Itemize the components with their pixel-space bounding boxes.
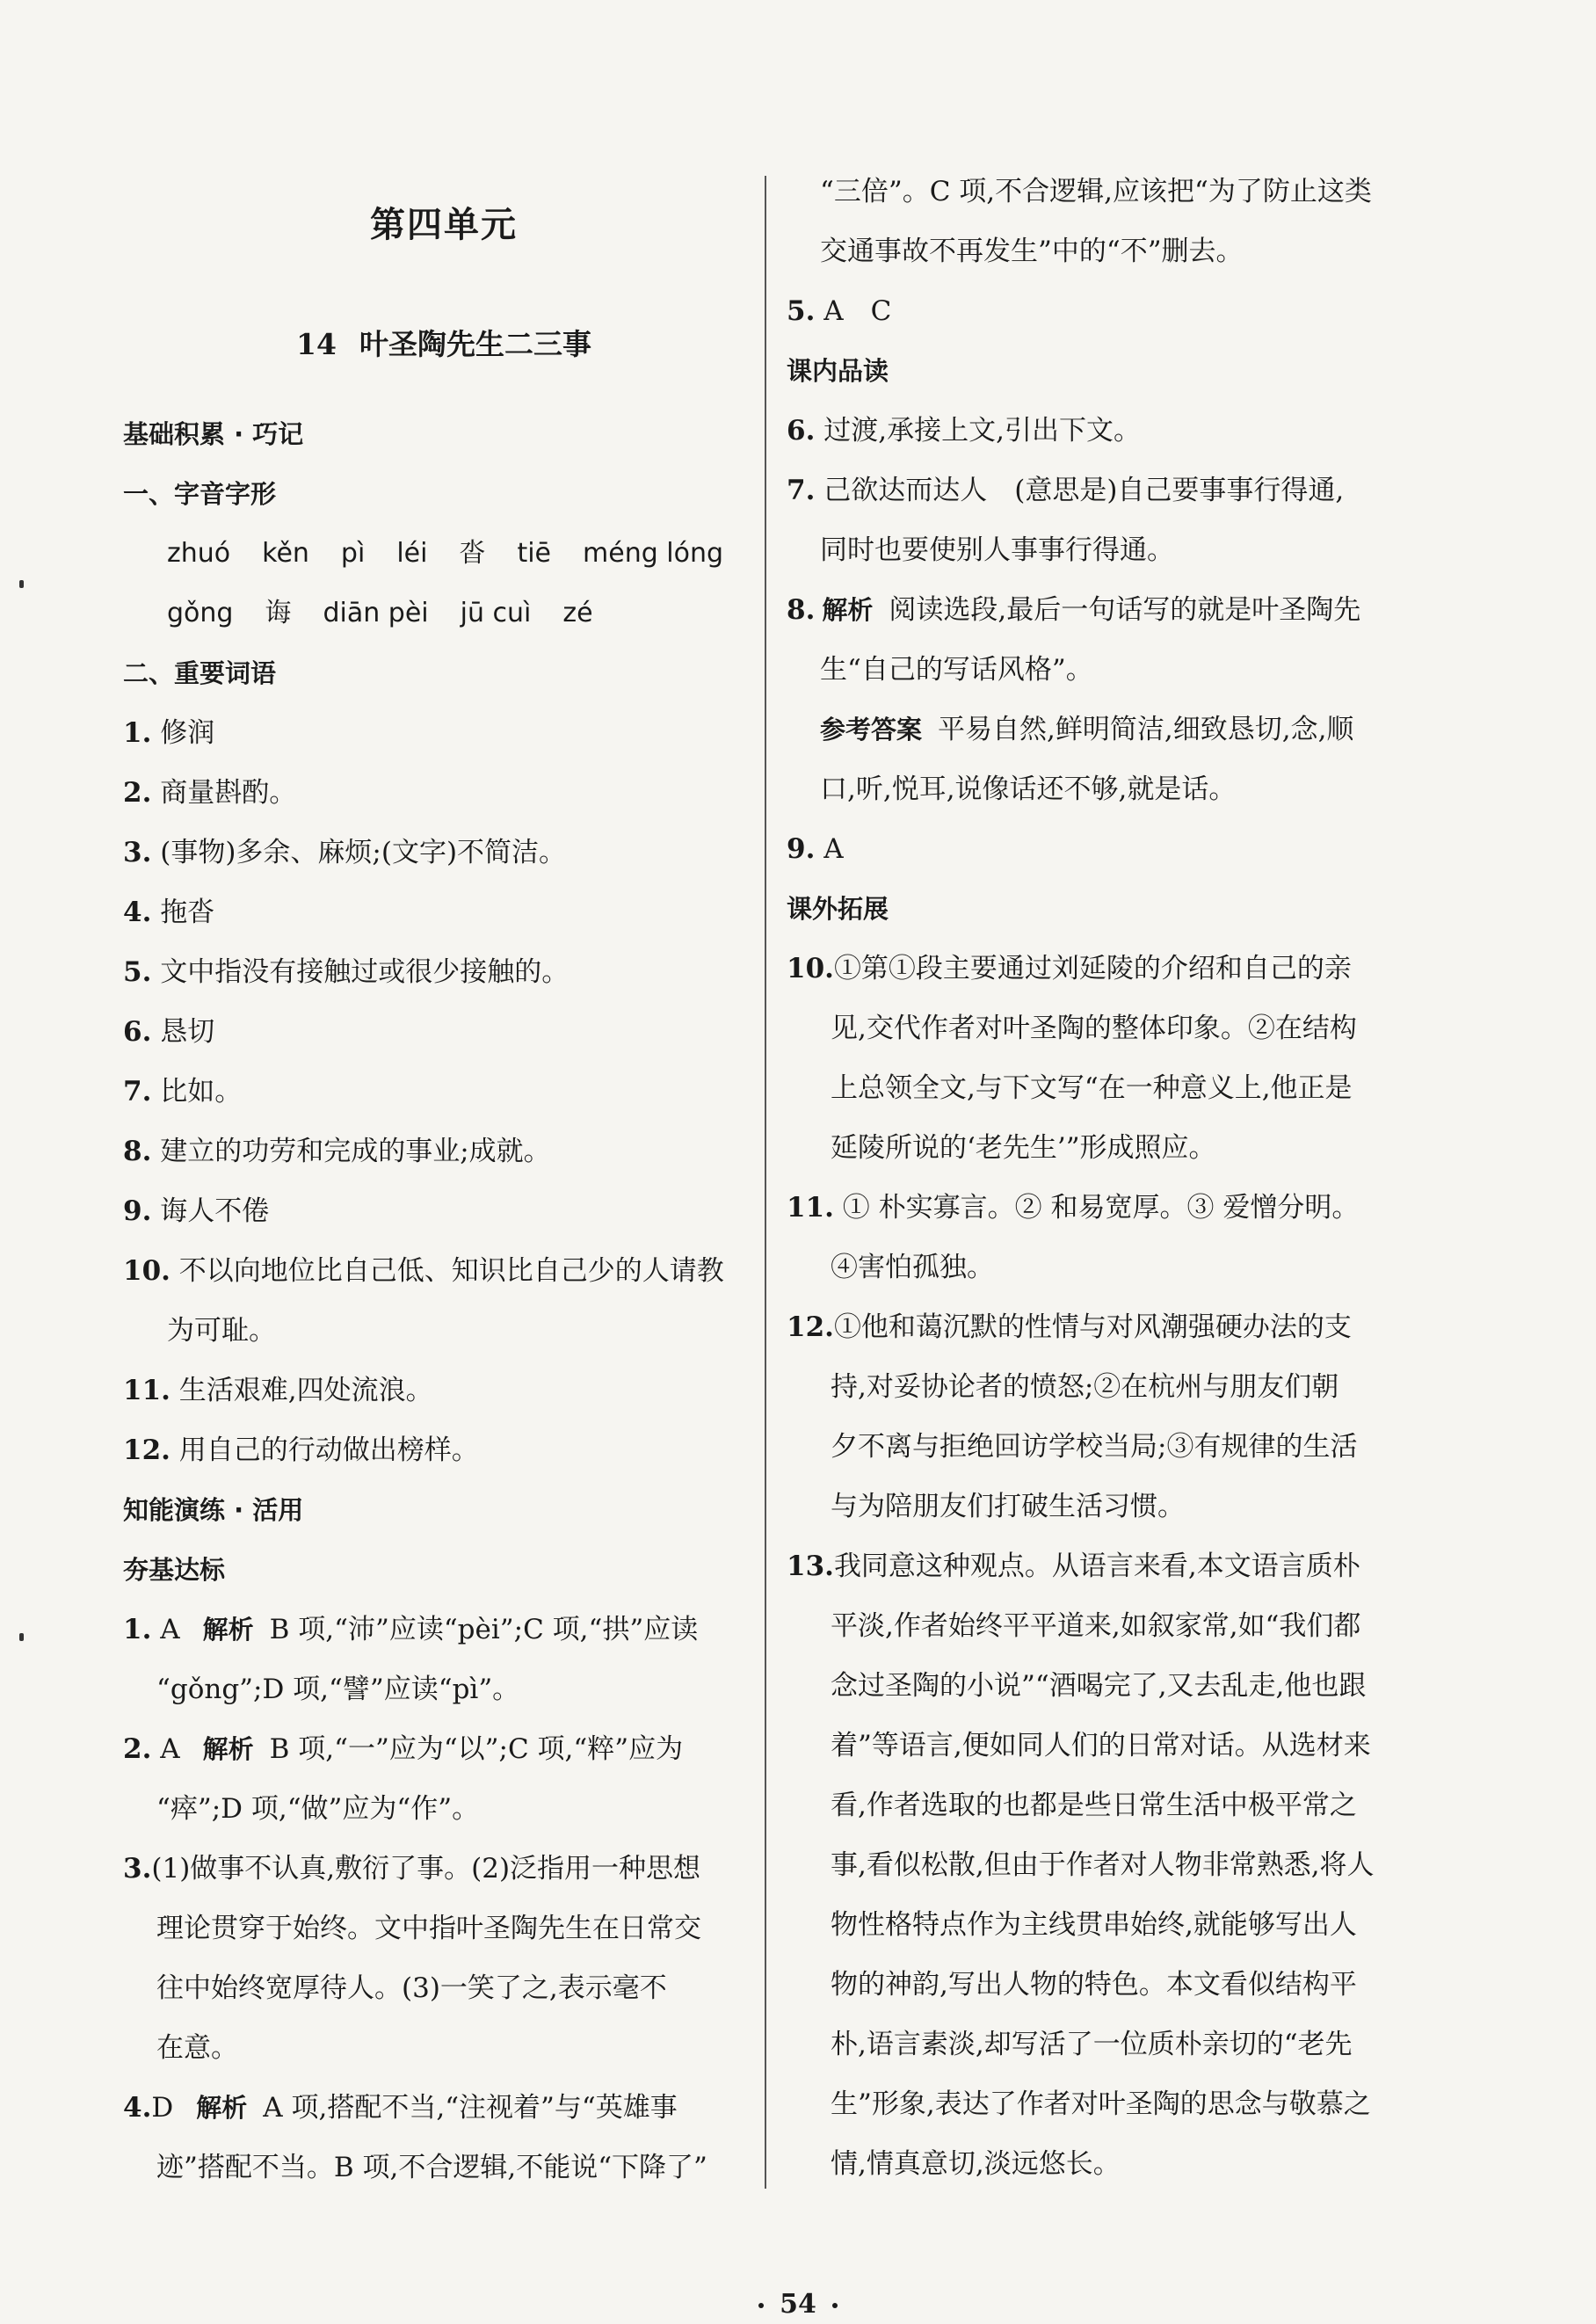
answer-line: 8. 建立的功劳和完成的事业;成就。 <box>123 1136 551 1167</box>
answer-line-cont: 迹”搭配不当。B 项,不合逻辑,不能说“下降了” <box>156 2152 707 2183</box>
answer-line: 10. 不以向地位比自己低、知识比自己少的人请教 <box>123 1255 724 1287</box>
answer-line: 9. A <box>787 833 844 865</box>
answer-line-cont: 与为陪朋友们打破生活习惯。 <box>831 1491 1185 1522</box>
answer-line: 1. 修润 <box>123 717 215 749</box>
answer-line-cont: 见,交代作者对叶圣陶的整体印象。②在结构 <box>831 1013 1357 1044</box>
answer-line: 5. 文中指没有接触过或很少接触的。 <box>123 956 569 988</box>
answer-line: 8. 解析 阅读选段,最后一句话写的就是叶圣陶先 <box>787 594 1361 626</box>
scan-mark <box>19 1633 24 1641</box>
answer-line-cont: 在意。 <box>156 2032 238 2064</box>
answer-line: 12. 用自己的行动做出榜样。 <box>123 1434 479 1466</box>
answer-line-cont: 生“自己的写话风格”。 <box>820 654 1093 686</box>
answer-line-cont: 朴,语言素淡,却写活了一位质朴亲切的“老先 <box>831 2029 1353 2060</box>
answer-line-cont: 交通事故不再发生”中的“不”删去。 <box>820 236 1244 267</box>
answer-line-cont: 念过圣陶的小说”“酒喝完了,又去乱走,他也跟 <box>831 1670 1367 1702</box>
answer-line: 6. 恳切 <box>123 1016 215 1048</box>
answer-line: 2. 商量斟酌。 <box>123 777 297 809</box>
subsection-heading: 夯基达标 <box>123 1555 226 1585</box>
answer-line-cont: 上总领全文,与下文写“在一种意义上,他正是 <box>831 1072 1353 1104</box>
answer-line-cont: 情,情真意切,淡远悠长。 <box>831 2148 1121 2180</box>
answer-line-cont: 参考答案 平易自然,鲜明简洁,细致恳切,念,顺 <box>820 714 1354 745</box>
lesson-title <box>123 322 765 363</box>
answer-line-cont: 生”形象,表达了作者对叶圣陶的思念与敬慕之 <box>831 2088 1371 2120</box>
answer-line: 5. A C <box>787 295 892 327</box>
subsection-heading: 一、字音字形 <box>123 479 277 509</box>
answer-line-cont: 平淡,作者始终平平道来,如叙家常,如“我们都 <box>831 1610 1361 1642</box>
answer-line: 1. A 解析 B 项,“沛”应读“pèi”;C 项,“拱”应读 <box>123 1614 699 1645</box>
answer-line: 9. 诲人不倦 <box>123 1195 270 1227</box>
answer-line: 4. 拖沓 <box>123 897 215 928</box>
scan-mark <box>19 580 24 588</box>
answer-line: 10.①第①段主要通过刘延陵的介绍和自己的亲 <box>787 953 1352 984</box>
answer-line: 3. (事物)多余、麻烦;(文字)不简洁。 <box>123 837 567 868</box>
pinyin-row: zhuó kěn pì léi 沓 tiē méng lóng <box>167 538 724 569</box>
answer-line: 4.D 解析 A 项,搭配不当,“注视着”与“英雄事 <box>123 2092 678 2124</box>
column-divider <box>765 176 766 2189</box>
answer-line-cont: 同时也要使别人事事行得通。 <box>820 534 1174 566</box>
answer-line-cont: “瘁”;D 项,“做”应为“作”。 <box>156 1793 480 1825</box>
lesson-name: 叶圣陶先生二三事 <box>359 327 591 361</box>
subsection-heading: 二、重要词语 <box>123 658 277 688</box>
answer-line: 11. ① 朴实寡言。② 和易宽厚。③ 爱憎分明。 <box>787 1192 1360 1224</box>
answer-line-cont: 物性格特点作为主线贯串始终,就能够写出人 <box>831 1909 1357 1941</box>
answer-line-cont: ④害怕孤独。 <box>831 1252 994 1283</box>
bullet-dot <box>758 2303 764 2308</box>
answer-line: 2. A 解析 B 项,“一”应为“以”;C 项,“粹”应为 <box>123 1733 684 1765</box>
pinyin-row: gǒng 诲 diān pèi jū cuì zé <box>167 598 593 628</box>
answer-line-cont: 往中始终宽厚待人。(3)一笑了之,表示毫不 <box>156 1972 667 2004</box>
answer-line: 7. 己欲达而达人 (意思是)自己要事事行得通, <box>787 475 1345 506</box>
answer-line-cont: 口,听,悦耳,说像话还不够,就是话。 <box>820 773 1237 805</box>
answer-line: 3.(1)做事不认真,敷衍了事。(2)泛指用一种思想 <box>123 1853 701 1885</box>
bullet-dot <box>832 2303 838 2308</box>
answer-line-cont: 夕不离与拒绝回访学校当局;③有规律的生活 <box>831 1431 1358 1463</box>
answer-line-cont: 延陵所说的‘老先生’”形成照应。 <box>831 1132 1216 1164</box>
subsection-heading: 课内品读 <box>787 356 889 386</box>
subsection-heading: 课外拓展 <box>787 894 889 924</box>
answer-line-cont: 事,看似松散,但由于作者对人物非常熟悉,将人 <box>831 1849 1375 1881</box>
answer-line: 11. 生活艰难,四处流浪。 <box>123 1375 433 1406</box>
answer-line-cont: 理论贯穿于始终。文中指叶圣陶先生在日常交 <box>156 1913 701 1944</box>
section-heading: 基础积累 · 巧记 <box>123 419 304 449</box>
answer-line: 12.①他和蔼沉默的性情与对风潮强硬办法的支 <box>787 1311 1352 1343</box>
answer-line: 6. 过渡,承接上文,引出下文。 <box>787 415 1141 447</box>
section-heading: 知能演练 · 活用 <box>123 1495 304 1525</box>
unit-title: 第四单元 <box>370 204 518 245</box>
answer-line: 13.我同意这种观点。从语言来看,本文语言质朴 <box>787 1551 1360 1582</box>
answer-line: 7. 比如。 <box>123 1076 243 1108</box>
answer-line-cont: 物的神韵,写出人物的特色。本文看似结构平 <box>831 1969 1357 2001</box>
answer-line-cont: 看,作者选取的也都是些日常生活中极平常之 <box>831 1790 1357 1821</box>
answer-line-cont: 着”等语言,便如同人们的日常对话。从选材来 <box>831 1730 1371 1761</box>
answer-line-cont: 为可耻。 <box>167 1315 276 1347</box>
page-number: 54 <box>0 2289 1596 2320</box>
answer-line-cont: “三倍”。C 项,不合逻辑,应该把“为了防止这类 <box>820 176 1372 207</box>
answer-line-cont: “gǒng”;D 项,“譬”应读“pì”。 <box>156 1674 520 1705</box>
answer-line-cont: 持,对妥协论者的愤怒;②在杭州与朋友们朝 <box>831 1371 1339 1403</box>
lesson-number: 14 <box>296 327 337 361</box>
